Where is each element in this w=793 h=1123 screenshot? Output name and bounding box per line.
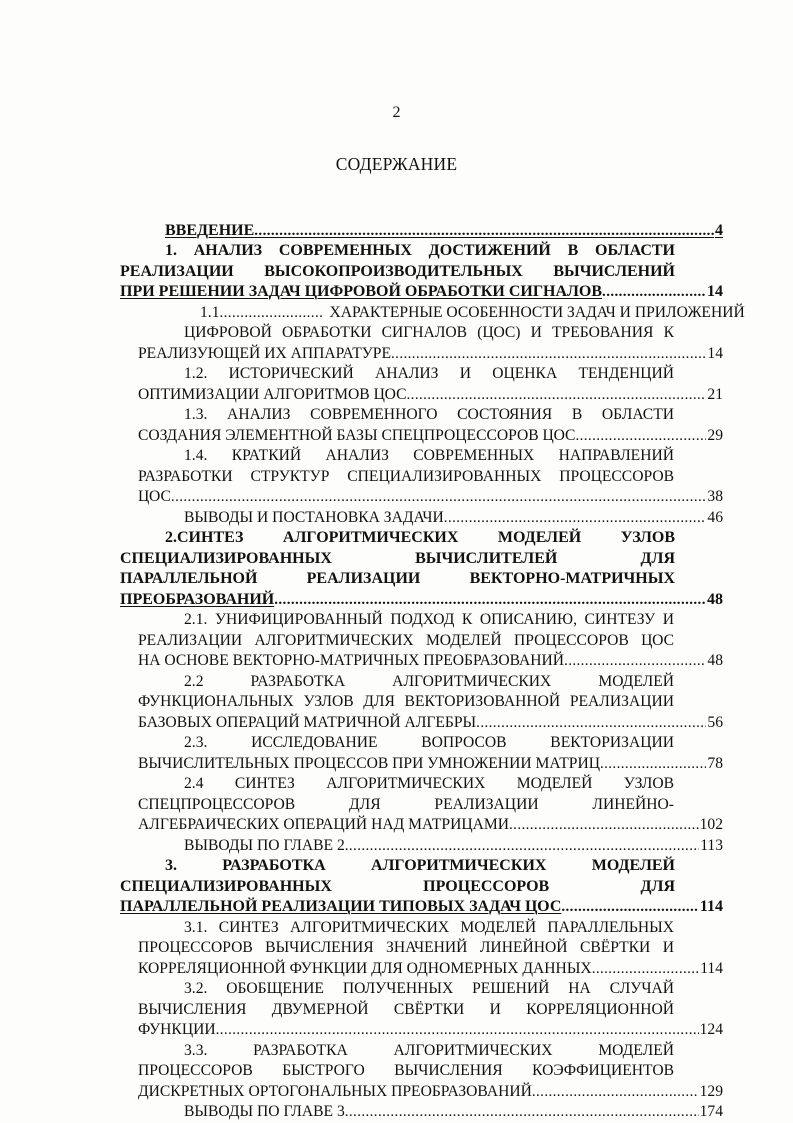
toc-section-1-4-line-3[interactable]: ЦОС ..... 38 xyxy=(138,486,723,507)
toc-section-1-1-line-1[interactable]: 1.1 ..... ХАРАКТЕРНЫЕ ОСОБЕННОСТИ ЗАДАЧ И ПРИЛОЖЕНИЙ xyxy=(200,302,723,323)
toc-section-1-2-line-1[interactable]: 1.2. ИСТОРИЧЕСКИЙ АНАЛИЗ И ОЦЕНКА ТЕНДЕНЦИЙ xyxy=(184,365,674,382)
toc-section-2-4-line-1[interactable]: 2.4 СИНТЕЗ АЛГОРИТМИЧЕСКИХ МОДЕЛЕЙ УЗЛОВ xyxy=(184,775,674,792)
toc-chapter-3-line-3[interactable]: ПАРАЛЛЕЛЬНОЙ РЕАЛИЗАЦИИ ТИПОВЫХ ЗАДАЧ ЦОС ..... 114 xyxy=(120,896,723,917)
toc-section-2-1-line-2[interactable]: РЕАЛИЗАЦИИ АЛГОРИТМИЧЕСКИХ МОДЕЛЕЙ ПРОЦЕССОРОВ ЦОС xyxy=(138,632,674,649)
toc-section-2-4-line-3[interactable]: АЛГЕБРАИЧЕСКИХ ОПЕРАЦИЙ НАД МАТРИЦАМИ ..... 102 xyxy=(138,814,723,835)
toc-section-3-1-line-1[interactable]: 3.1. СИНТЕЗ АЛГОРИТМИЧЕСКИХ МОДЕЛЕЙ ПАРАЛЛЕЛЬНЫХ xyxy=(184,919,674,936)
toc-section-1-1-line-2[interactable]: ЦИФРОВОЙ ОБРАБОТКИ СИГНАЛОВ (ЦОС) И ТРЕБОВАНИЯ К xyxy=(184,324,674,341)
toc-section-2-4-line-2[interactable]: СПЕЦПРОЦЕССОРОВ ДЛЯ РЕАЛИЗАЦИИ ЛИНЕЙНО- xyxy=(138,796,674,813)
toc-section-2-2-line-2[interactable]: ФУНКЦИОНАЛЬНЫХ УЗЛОВ ДЛЯ ВЕКТОРИЗОВАННОЙ РЕАЛИЗАЦИИ xyxy=(138,693,674,710)
toc-section-2-3-line-2[interactable]: ВЫЧИСЛИТЕЛЬНЫХ ПРОЦЕССОВ ПРИ УМНОЖЕНИИ МАТРИЦ ..... 78 xyxy=(138,753,723,774)
toc-chapter-1-line-3[interactable]: ПРИ РЕШЕНИИ ЗАДАЧ ЦИФРОВОЙ ОБРАБОТКИ СИГНАЛОВ ..... 14 xyxy=(120,281,723,302)
toc-section-1-3-line-1[interactable]: 1.3. АНАЛИЗ СОВРЕМЕННОГО СОСТОЯНИЯ В ОБЛАСТИ xyxy=(184,406,674,423)
toc-chapter-3-line-1[interactable]: 3. РАЗРАБОТКА АЛГОРИТМИЧЕСКИХ МОДЕЛЕЙ xyxy=(165,857,675,874)
toc-section-3-2-line-2[interactable]: ВЫЧИСЛЕНИЯ ДВУМЕРНОЙ СВЁРТКИ И КОРРЕЛЯЦИОННОЙ xyxy=(138,1001,674,1018)
toc-section-2-2-line-3[interactable]: БАЗОВЫХ ОПЕРАЦИЙ МАТРИЧНОЙ АЛГЕБРЫ ..... 56 xyxy=(138,712,723,733)
toc-section-2-1-line-3[interactable]: НА ОСНОВЕ ВЕКТОРНО-МАТРИЧНЫХ ПРЕОБРАЗОВАНИЙ ..... 48 xyxy=(138,650,723,671)
toc-conclusions-3[interactable]: ВЫВОДЫ ПО ГЛАВЕ 3 ..... 174 xyxy=(184,1101,723,1122)
toc-section-1-4-line-1[interactable]: 1.4. КРАТКИЙ АНАЛИЗ СОВРЕМЕННЫХ НАПРАВЛЕНИЙ xyxy=(184,447,674,464)
toc-chapter-2-line-2[interactable]: СПЕЦИАЛИЗИРОВАННЫХ ВЫЧИСЛИТЕЛЕЙ ДЛЯ xyxy=(120,550,675,567)
toc-section-3-3-line-3[interactable]: ДИСКРЕТНЫХ ОРТОГОНАЛЬНЫХ ПРЕОБРАЗОВАНИЙ ..... 129 xyxy=(138,1081,723,1102)
toc-section-3-1-line-2[interactable]: ПРОЦЕССОРОВ ВЫЧИСЛЕНИЯ ЗНАЧЕНИЙ ЛИНЕЙНОЙ СВЁРТКИ И xyxy=(138,939,674,956)
toc-chapter-2-line-4[interactable]: ПРЕОБРАЗОВАНИЙ ..... 48 xyxy=(120,589,723,610)
page-number: 2 xyxy=(392,104,401,121)
toc-section-2-3-line-1[interactable]: 2.3. ИССЛЕДОВАНИЕ ВОПРОСОВ ВЕКТОРИЗАЦИИ xyxy=(184,734,674,751)
toc-section-3-3-line-1[interactable]: 3.3. РАЗРАБОТКА АЛГОРИТМИЧЕСКИХ МОДЕЛЕЙ xyxy=(184,1042,674,1059)
toc-section-2-2-line-1[interactable]: 2.2 РАЗРАБОТКА АЛГОРИТМИЧЕСКИХ МОДЕЛЕЙ xyxy=(184,673,674,690)
toc-section-1-2-line-2[interactable]: ОПТИМИЗАЦИИ АЛГОРИТМОВ ЦОС ..... 21 xyxy=(138,384,723,405)
toc-chapter-3-line-2[interactable]: СПЕЦИАЛИЗИРОВАННЫХ ПРОЦЕССОРОВ ДЛЯ xyxy=(120,878,675,895)
toc-chapter-1-line-2[interactable]: РЕАЛИЗАЦИИ ВЫСОКОПРОИЗВОДИТЕЛЬНЫХ ВЫЧИСЛЕНИЙ xyxy=(120,263,675,280)
toc-chapter-1-line-1[interactable]: 1. АНАЛИЗ СОВРЕМЕННЫХ ДОСТИЖЕНИЙ В ОБЛАСТИ xyxy=(165,242,675,259)
toc-conclusions-1[interactable]: ВЫВОДЫ И ПОСТАНОВКА ЗАДАЧИ ..... 46 xyxy=(184,507,723,528)
toc-conclusions-2[interactable]: ВЫВОДЫ ПО ГЛАВЕ 2 ..... 113 xyxy=(184,835,723,856)
toc-section-3-3-line-2[interactable]: ПРОЦЕССОРОВ БЫСТРОГО ВЫЧИСЛЕНИЯ КОЭФФИЦИЕНТОВ xyxy=(138,1062,674,1079)
toc-chapter-2-line-1[interactable]: 2.СИНТЕЗ АЛГОРИТМИЧЕСКИХ МОДЕЛЕЙ УЗЛОВ xyxy=(165,529,675,546)
toc-section-1-4-line-2[interactable]: РАЗРАБОТКИ СТРУКТУР СПЕЦИАЛИЗИРОВАННЫХ ПРОЦЕССОРОВ xyxy=(138,468,674,485)
toc-section-1-3-line-2[interactable]: СОЗДАНИЯ ЭЛЕМЕНТНОЙ БАЗЫ СПЕЦПРОЦЕССОРОВ ЦОС ..... 29 xyxy=(138,425,723,446)
toc-section-3-2-line-1[interactable]: 3.2. ОБОБЩЕНИЕ ПОЛУЧЕННЫХ РЕШЕНИЙ НА СЛУЧАЙ xyxy=(184,980,674,997)
toc-section-3-2-line-3[interactable]: ФУНКЦИИ ..... 124 xyxy=(138,1019,723,1040)
toc-section-1-1-line-3[interactable]: РЕАЛИЗУЮЩЕЙ ИХ АППАРАТУРЕ ..... 14 xyxy=(138,343,723,364)
toc-section-2-1-line-1[interactable]: 2.1. УНИФИЦИРОВАННЫЙ ПОДХОД К ОПИСАНИЮ, СИНТЕЗУ И xyxy=(184,611,674,628)
toc-section-3-1-line-3[interactable]: КОРРЕЛЯЦИОННОЙ ФУНКЦИИ ДЛЯ ОДНОМЕРНЫХ ДАННЫХ ..... 114 xyxy=(138,958,723,979)
toc-title: СОДЕРЖАНИЕ xyxy=(335,154,458,174)
toc-entry-introduction[interactable]: ВВЕДЕНИЕ ..... 4 xyxy=(165,220,723,241)
toc-chapter-2-line-3[interactable]: ПАРАЛЛЕЛЬНОЙ РЕАЛИЗАЦИИ ВЕКТОРНО-МАТРИЧНЫХ xyxy=(120,570,675,587)
